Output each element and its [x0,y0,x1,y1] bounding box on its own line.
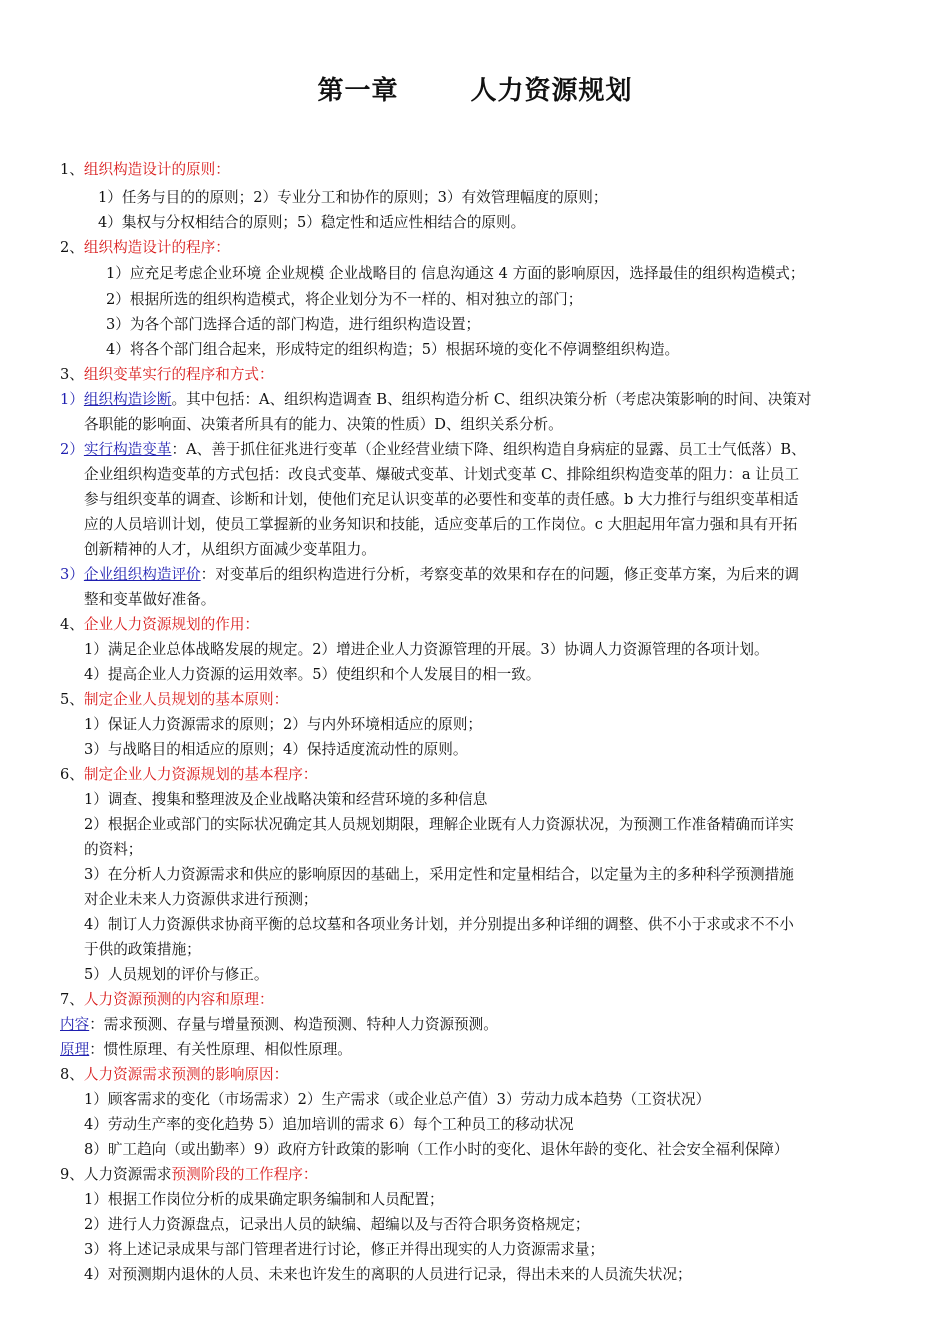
section-6-line: 4）制订人力资源供求协商平衡的总坟墓和各项业务计划，并分别提出多种详细的调整、供不小于求或求不不小 [84,916,794,933]
section-9-line: 4）对预测期内退休的人员、未来也许发生的离职的人员进行记录，得出未来的人员流失状况； [84,1266,692,1283]
section-9-line: 3）将上述记录成果与部门管理者进行讨论，修正并得出现实的人力资源需求量； [84,1241,605,1258]
section-3-line: 企业组织构造变革的方式包括：改良式变革、爆破式变革、计划式变革 C、排除组织构造变革的阻力：a 让员工 [84,466,800,483]
section-9-line: 1）根据工作岗位分析的成果确定职务编制和人员配置； [84,1191,444,1208]
section-3-line: 各职能的影响面、决策者所具有的能力、决策的性质）D、组织关系分析。 [84,416,563,433]
section-6-line: 对企业未来人力资源供求进行预测； [84,891,318,908]
section-heading-7: 7、人力资源预测的内容和原理： [60,991,274,1008]
section-2-line: 4）将各个部门组合起来，形成特定的组织构造；5）根据环境的变化不停调整组织构造。 [106,341,680,358]
chapter-number: 第一章 [317,76,399,106]
term-link: 原理 [60,1041,90,1058]
section-3-line: 整和变革做好准备。 [84,591,216,608]
section-8-line: 8）旷工趋向（或出勤率）9）政府方针政策的影响（工作小时的变化、退休年龄的变化、社会安全福利保障） [84,1141,789,1158]
chapter-title: 人力资源规划 [470,76,633,106]
section-heading-2: 2、组织构造设计的程序： [60,239,230,256]
section-4-line: 4）提高企业人力资源的运用效率。5）使组织和个人发展目的相一致。 [84,666,541,683]
section-heading-9: 9、人力资源需求预测阶段的工作程序： [60,1166,318,1183]
section-3-item-1: 1）组织构造诊断。其中包括：A、组织构造调查 B、组织构造分析 C、组织决策分析（考虑决策影响的时间、决策对 [60,391,812,408]
section-heading-6: 6、制定企业人力资源规划的基本程序： [60,766,318,783]
section-6-line: 3）在分析人力资源需求和供应的影响原因的基础上，采用定性和定量相结合，以定量为主的多种科学预测措施 [84,866,794,883]
section-6-line: 1）调查、搜集和整理波及企业战略决策和经营环境的多种信息 [84,791,488,808]
section-6-line: 2）根据企业或部门的实际状况确定其人员规划期限，理解企业既有人力资源状况，为预测工作准备精确而详实 [84,816,794,833]
section-8-line: 4）劳动生产率的变化趋势 5）追加培训的需求 6）每个工种员工的移动状况 [84,1116,574,1133]
section-heading-4: 4、企业人力资源规划的作用： [60,616,260,633]
section-1-line: 1）任务与目的的原则；2）专业分工和协作的原则；3）有效管理幅度的原则； [98,189,608,206]
section-2-line: 1）应充足考虑企业环境 企业规模 企业战略目的 信息沟通这 4 方面的影响原因，选择最佳的组织构造模式； [106,265,805,282]
section-heading-3: 3、组织变革实行的程序和方式： [60,366,274,383]
section-5-line: 3）与战略目的相适应的原则；4）保持适度流动性的原则。 [84,741,468,758]
section-7-line: 原理：惯性原理、有关性原理、相似性原理。 [60,1041,352,1058]
section-6-line: 的资料； [84,841,143,858]
section-5-line: 1）保证人力资源需求的原则；2）与内外环境相适应的原则； [84,716,483,733]
term-link: 组织构造诊断 [83,391,172,408]
section-2-line: 2）根据所选的组织构造模式，将企业划分为不一样的、相对独立的部门； [106,291,583,308]
section-3-item-3: 3）企业组织构造评价：对变革后的组织构造进行分析，考察变革的效果和存在的问题，修正变革方案，为后来的调 [60,566,800,583]
section-2-line: 3）为各个部门选择合适的部门构造，进行组织构造设置； [106,316,481,333]
section-1-line: 4）集权与分权相结合的原则；5）稳定性和适应性相结合的原则。 [98,214,526,231]
section-heading-5: 5、制定企业人员规划的基本原则： [60,691,289,708]
section-9-line: 2）进行人力资源盘点，记录出人员的缺编、超编以及与否符合职务资格规定； [84,1216,590,1233]
section-3-item-2: 2）实行构造变革：A、善于抓住征兆进行变革（企业经营业绩下降、组织构造自身病症的显露、员工士气低落）B、 [60,441,806,458]
term-link: 实行构造变革 [83,441,172,458]
section-6-line: 于供的政策措施； [84,941,201,958]
section-heading-1: 1、组织构造设计的原则： [60,161,230,178]
page-title [0,70,950,107]
section-3-line: 应的人员培训计划，使员工掌握新的业务知识和技能，适应变革后的工作岗位。c 大胆起用年富力强和具有开拓 [84,516,798,533]
section-7-line: 内容：需求预测、存量与增量预测、构造预测、特种人力资源预测。 [60,1016,498,1033]
section-3-line: 创新精神的人才，从组织方面减少变革阻力。 [84,541,376,558]
term-link: 内容 [60,1016,90,1033]
term-link: 企业组织构造评价 [83,566,201,583]
section-heading-8: 8、人力资源需求预测的影响原因： [60,1066,289,1083]
section-3-line: 参与组织变革的调查、诊断和计划，使他们充足认识变革的必要性和变革的责任感。b 大力推行与组织变革相适 [84,491,799,508]
section-4-line: 1）满足企业总体战略发展的规定。2）增进企业人力资源管理的开展。3）协调人力资源管理的各项计划。 [84,641,769,658]
section-6-line: 5）人员规划的评价与修正。 [84,966,269,983]
section-8-line: 1）顾客需求的变化（市场需求）2）生产需求（或企业总产值）3）劳动力成本趋势（工资状况） [84,1091,711,1108]
